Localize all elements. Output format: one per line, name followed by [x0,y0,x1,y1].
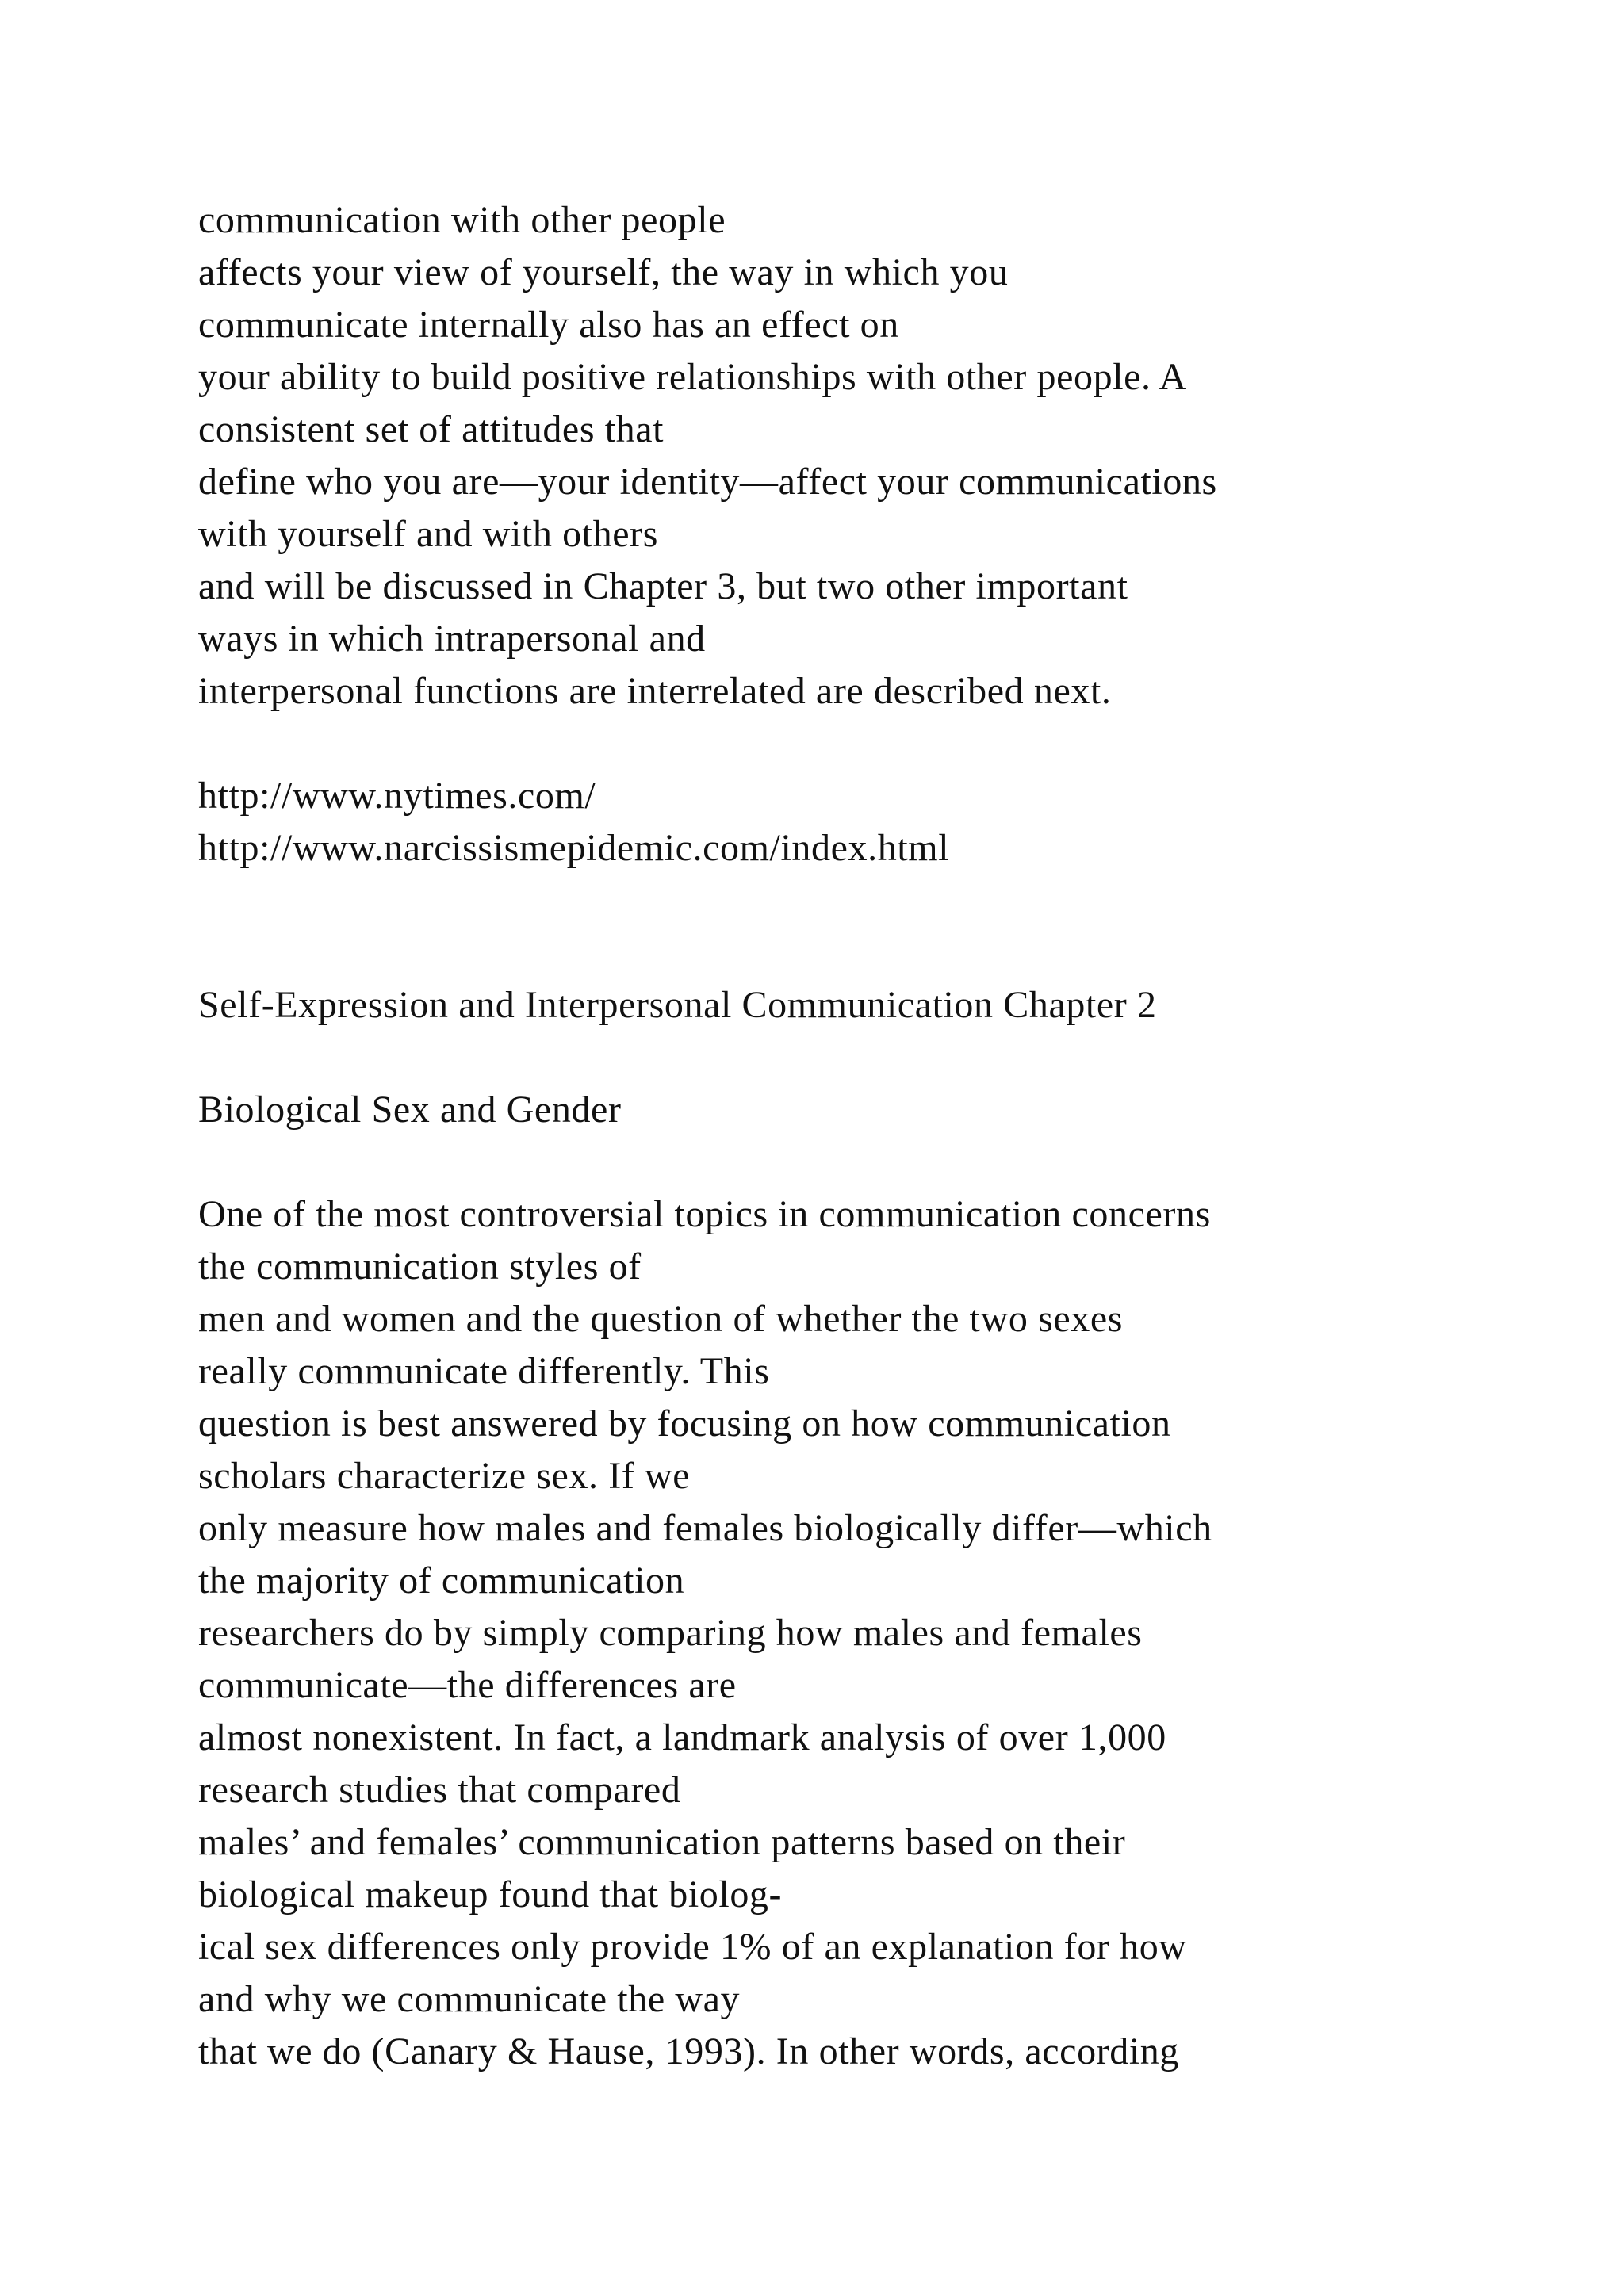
paragraph-line: question is best answered by focusing on how communication [198,1402,1171,1445]
paragraph-line: One of the most controversial topics in communication concerns [198,1193,1211,1235]
paragraph-line: researchers do by simply comparing how males and females [198,1612,1143,1654]
paragraph-line: biological makeup found that biolog- [198,1873,783,1915]
paragraph-line: consistent set of attitudes that [198,408,665,450]
paragraph-line: affects your view of yourself, the way in which you [198,251,1009,293]
blank-line [198,927,1546,979]
paragraph-line: and why we communicate the way [198,1978,741,2020]
blank-line [198,874,1546,927]
blank-line [198,1136,1546,1188]
running-header: Self-Expression and Interpersonal Communication Chapter 2 [198,984,1157,1026]
paragraph-line: men and women and the question of whether the two sexes [198,1298,1124,1340]
section-heading: Biological Sex and Gender [198,1089,622,1131]
paragraph-line: and will be discussed in Chapter 3, but two other important [198,565,1128,607]
paragraph-line: the communication styles of [198,1246,642,1288]
paragraph-line: your ability to build positive relationships with other people. A [198,356,1187,398]
paragraph-line: communicate internally also has an effect on [198,304,899,346]
paragraph-line: the majority of communication [198,1559,685,1601]
paragraph-line: ical sex differences only provide 1% of an explanation for how [198,1926,1187,1968]
paragraph-line: communicate—the differences are [198,1664,737,1706]
paragraph-line: communication with other people [198,199,726,241]
blank-line [198,1031,1546,1084]
paragraph-line: define who you are—your identity—affect your communications [198,461,1217,503]
paragraph-line: research studies that compared [198,1769,681,1811]
paragraph-line: ways in which intrapersonal and [198,618,706,660]
paragraph-line: males’ and females’ communication patterns based on their [198,1821,1126,1863]
paragraph-line: only measure how males and females biologically differ—which [198,1507,1212,1549]
link-nytimes[interactable]: http://www.nytimes.com/ [198,775,596,817]
blank-line [198,718,1546,770]
paragraph-line: with yourself and with others [198,513,658,555]
paragraph-line: almost nonexistent. In fact, a landmark analysis of over 1,000 [198,1716,1166,1758]
text-body [198,194,1546,2078]
link-narcissism-epidemic[interactable]: http://www.narcissismepidemic.com/index.html [198,827,950,869]
paragraph-line: interpersonal functions are interrelated are described next. [198,670,1112,712]
paragraph-line: scholars characterize sex. If we [198,1455,691,1497]
paragraph-line: that we do (Canary & Hause, 1993). In other words, according [198,2030,1179,2072]
paragraph-line: really communicate differently. This [198,1350,770,1392]
